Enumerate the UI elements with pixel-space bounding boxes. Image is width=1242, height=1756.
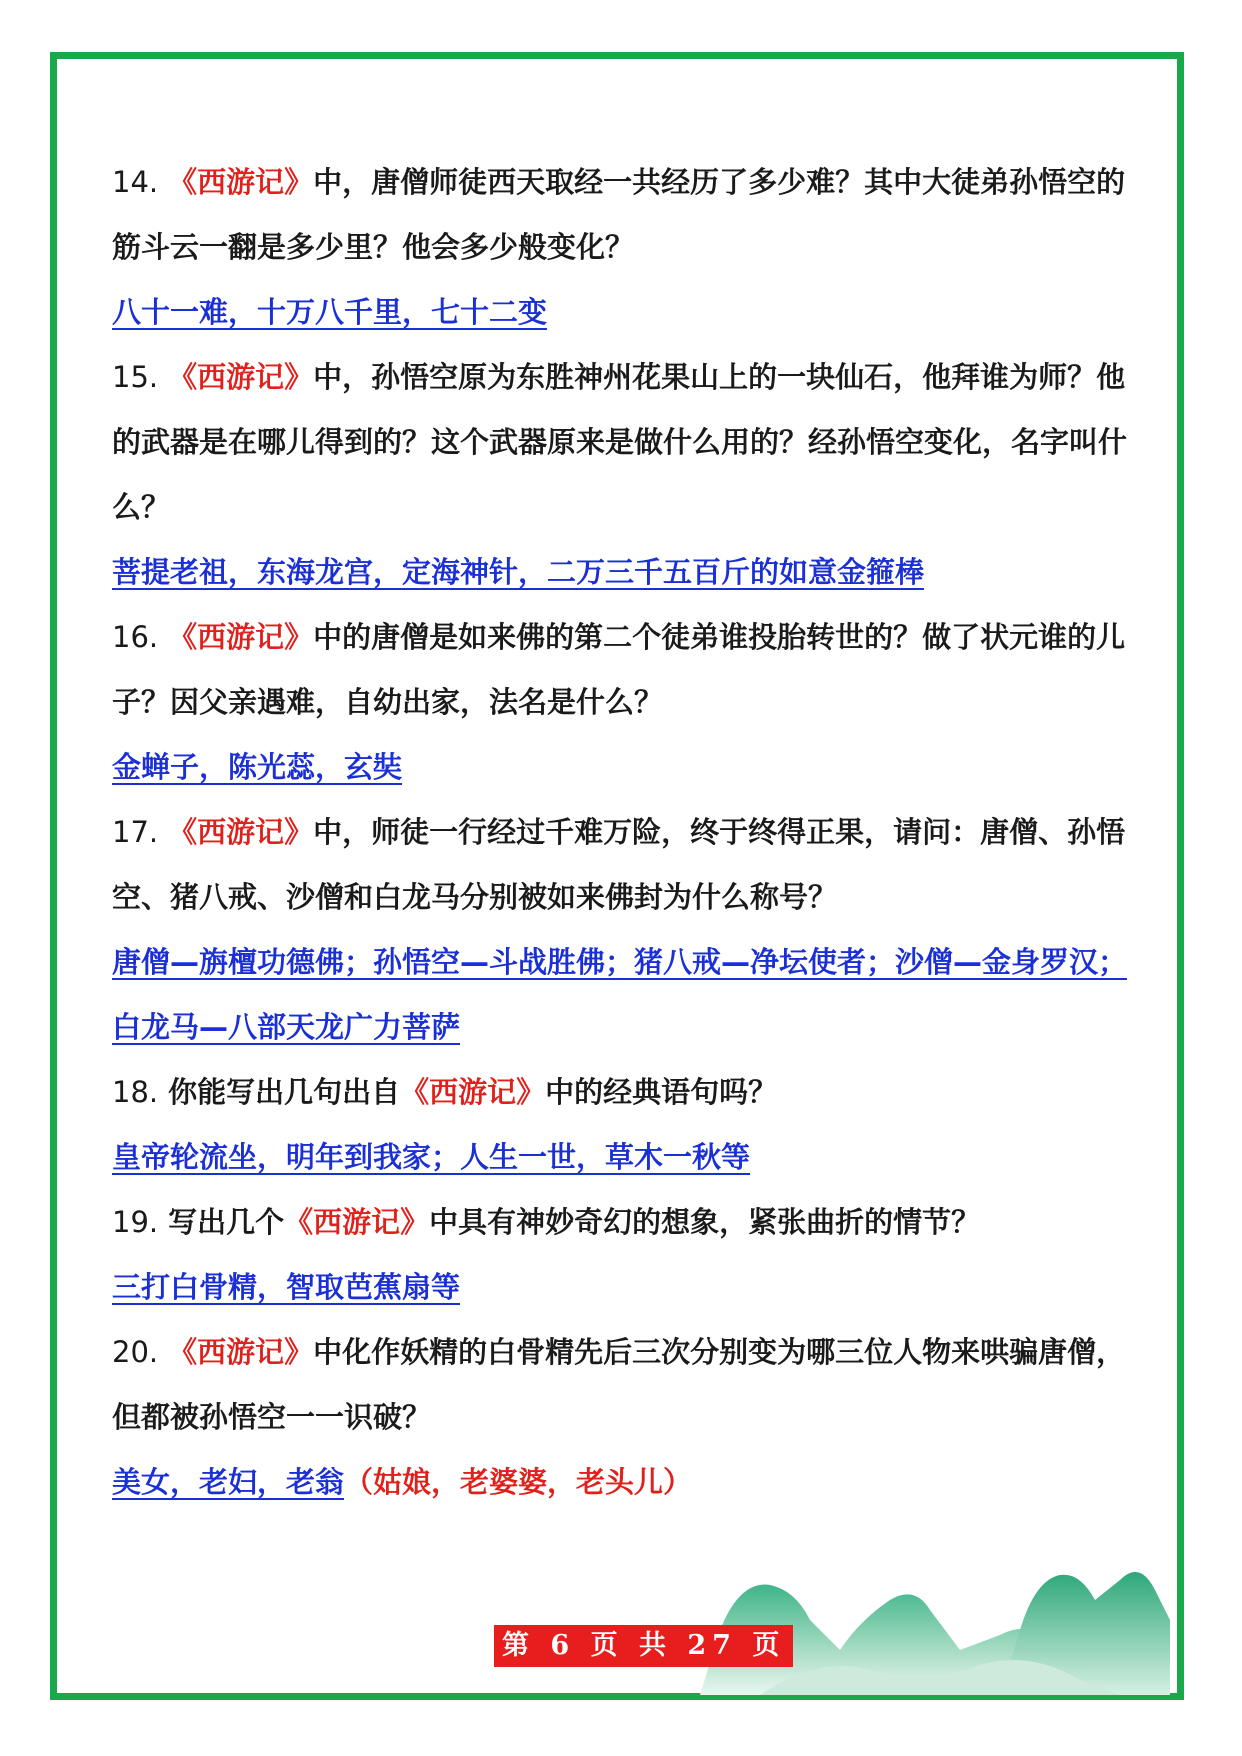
answer-text: 唐僧—旃檀功德佛；孙悟空—斗战胜佛；猪八戒—净坛使者；沙僧—金身罗汉；白龙马—八部天龙广力菩萨 <box>112 945 1128 1044</box>
answer-text: 美女，老妇，老翁 <box>112 1465 345 1499</box>
question-text: 中，孙悟空原为东胜神州花果山上的一块仙石，他拜谁为师？他的武器是在哪儿得到的？这个武器原来是做什么用的？经孙悟空变化，名字叫什么？ <box>112 360 1128 524</box>
question-19 <box>112 1190 1132 1255</box>
book-title: 《西游记》 <box>168 620 314 654</box>
question-number: 20. <box>112 1335 159 1369</box>
book-title: 《西游记》 <box>168 360 314 394</box>
question-text: 中，师徒一行经过千难万险，终于终得正果，请问：唐僧、孙悟空、猪八戒、沙僧和白龙马分别被如来佛封为什么称号？ <box>112 815 1126 914</box>
question-14 <box>112 150 1132 280</box>
question-list <box>112 150 1132 1515</box>
question-number: 15. <box>112 360 159 394</box>
answer-14 <box>112 280 1132 345</box>
book-title: 《西游记》 <box>168 1335 314 1369</box>
question-number: 16. <box>112 620 159 654</box>
question-text: 中具有神妙奇幻的想象，紧张曲折的情节？ <box>429 1205 981 1239</box>
answer-17 <box>112 930 1132 1060</box>
question-number: 17. <box>112 815 159 849</box>
question-number: 14. <box>112 165 159 199</box>
answer-text: 八十一难，十万八千里，七十二变 <box>112 295 548 329</box>
page-indicator: 第 6 页 共 27 页 <box>494 1625 793 1667</box>
question-text: 中的唐僧是如来佛的第二个徒弟谁投胎转世的？做了状元谁的儿子？因父亲遇难，自幼出家，法名是什么？ <box>112 620 1126 719</box>
question-prefix: 写出几个 <box>168 1205 285 1239</box>
question-15 <box>112 345 1132 540</box>
answer-15 <box>112 540 1132 605</box>
answer-20 <box>112 1450 1132 1515</box>
answer-text: 金蝉子，陈光蕊，玄奘 <box>112 750 403 784</box>
answer-text: 菩提老祖，东海龙宫，定海神针，二万三千五百斤的如意金箍棒 <box>112 555 925 589</box>
question-16 <box>112 605 1132 735</box>
question-number: 19. <box>112 1205 159 1239</box>
answer-text: 皇帝轮流坐，明年到我家；人生一世，草木一秋等 <box>112 1140 751 1174</box>
question-text: 中化作妖精的白骨精先后三次分别变为哪三位人物来哄骗唐僧，但都被孙悟空一一识破？ <box>112 1335 1126 1434</box>
answer-19 <box>112 1255 1132 1320</box>
answer-note: （姑娘，老婆婆，老头儿） <box>344 1465 693 1499</box>
answer-16 <box>112 735 1132 800</box>
answer-text: 三打白骨精，智取芭蕉扇等 <box>112 1270 461 1304</box>
book-title: 《西游记》 <box>168 165 314 199</box>
question-prefix: 你能写出几句出自 <box>168 1075 401 1109</box>
question-text: 中，唐僧师徒西天取经一共经历了多少难？其中大徒弟孙悟空的筋斗云一翻是多少里？他会多少般变化？ <box>112 165 1126 264</box>
question-20 <box>112 1320 1132 1450</box>
book-title: 《西游记》 <box>284 1205 430 1239</box>
answer-18 <box>112 1125 1132 1190</box>
question-17 <box>112 800 1132 930</box>
question-18 <box>112 1060 1132 1125</box>
book-title: 《西游记》 <box>400 1075 546 1109</box>
question-text: 中的经典语句吗？ <box>545 1075 778 1109</box>
question-number: 18. <box>112 1075 159 1109</box>
book-title: 《西游记》 <box>168 815 314 849</box>
